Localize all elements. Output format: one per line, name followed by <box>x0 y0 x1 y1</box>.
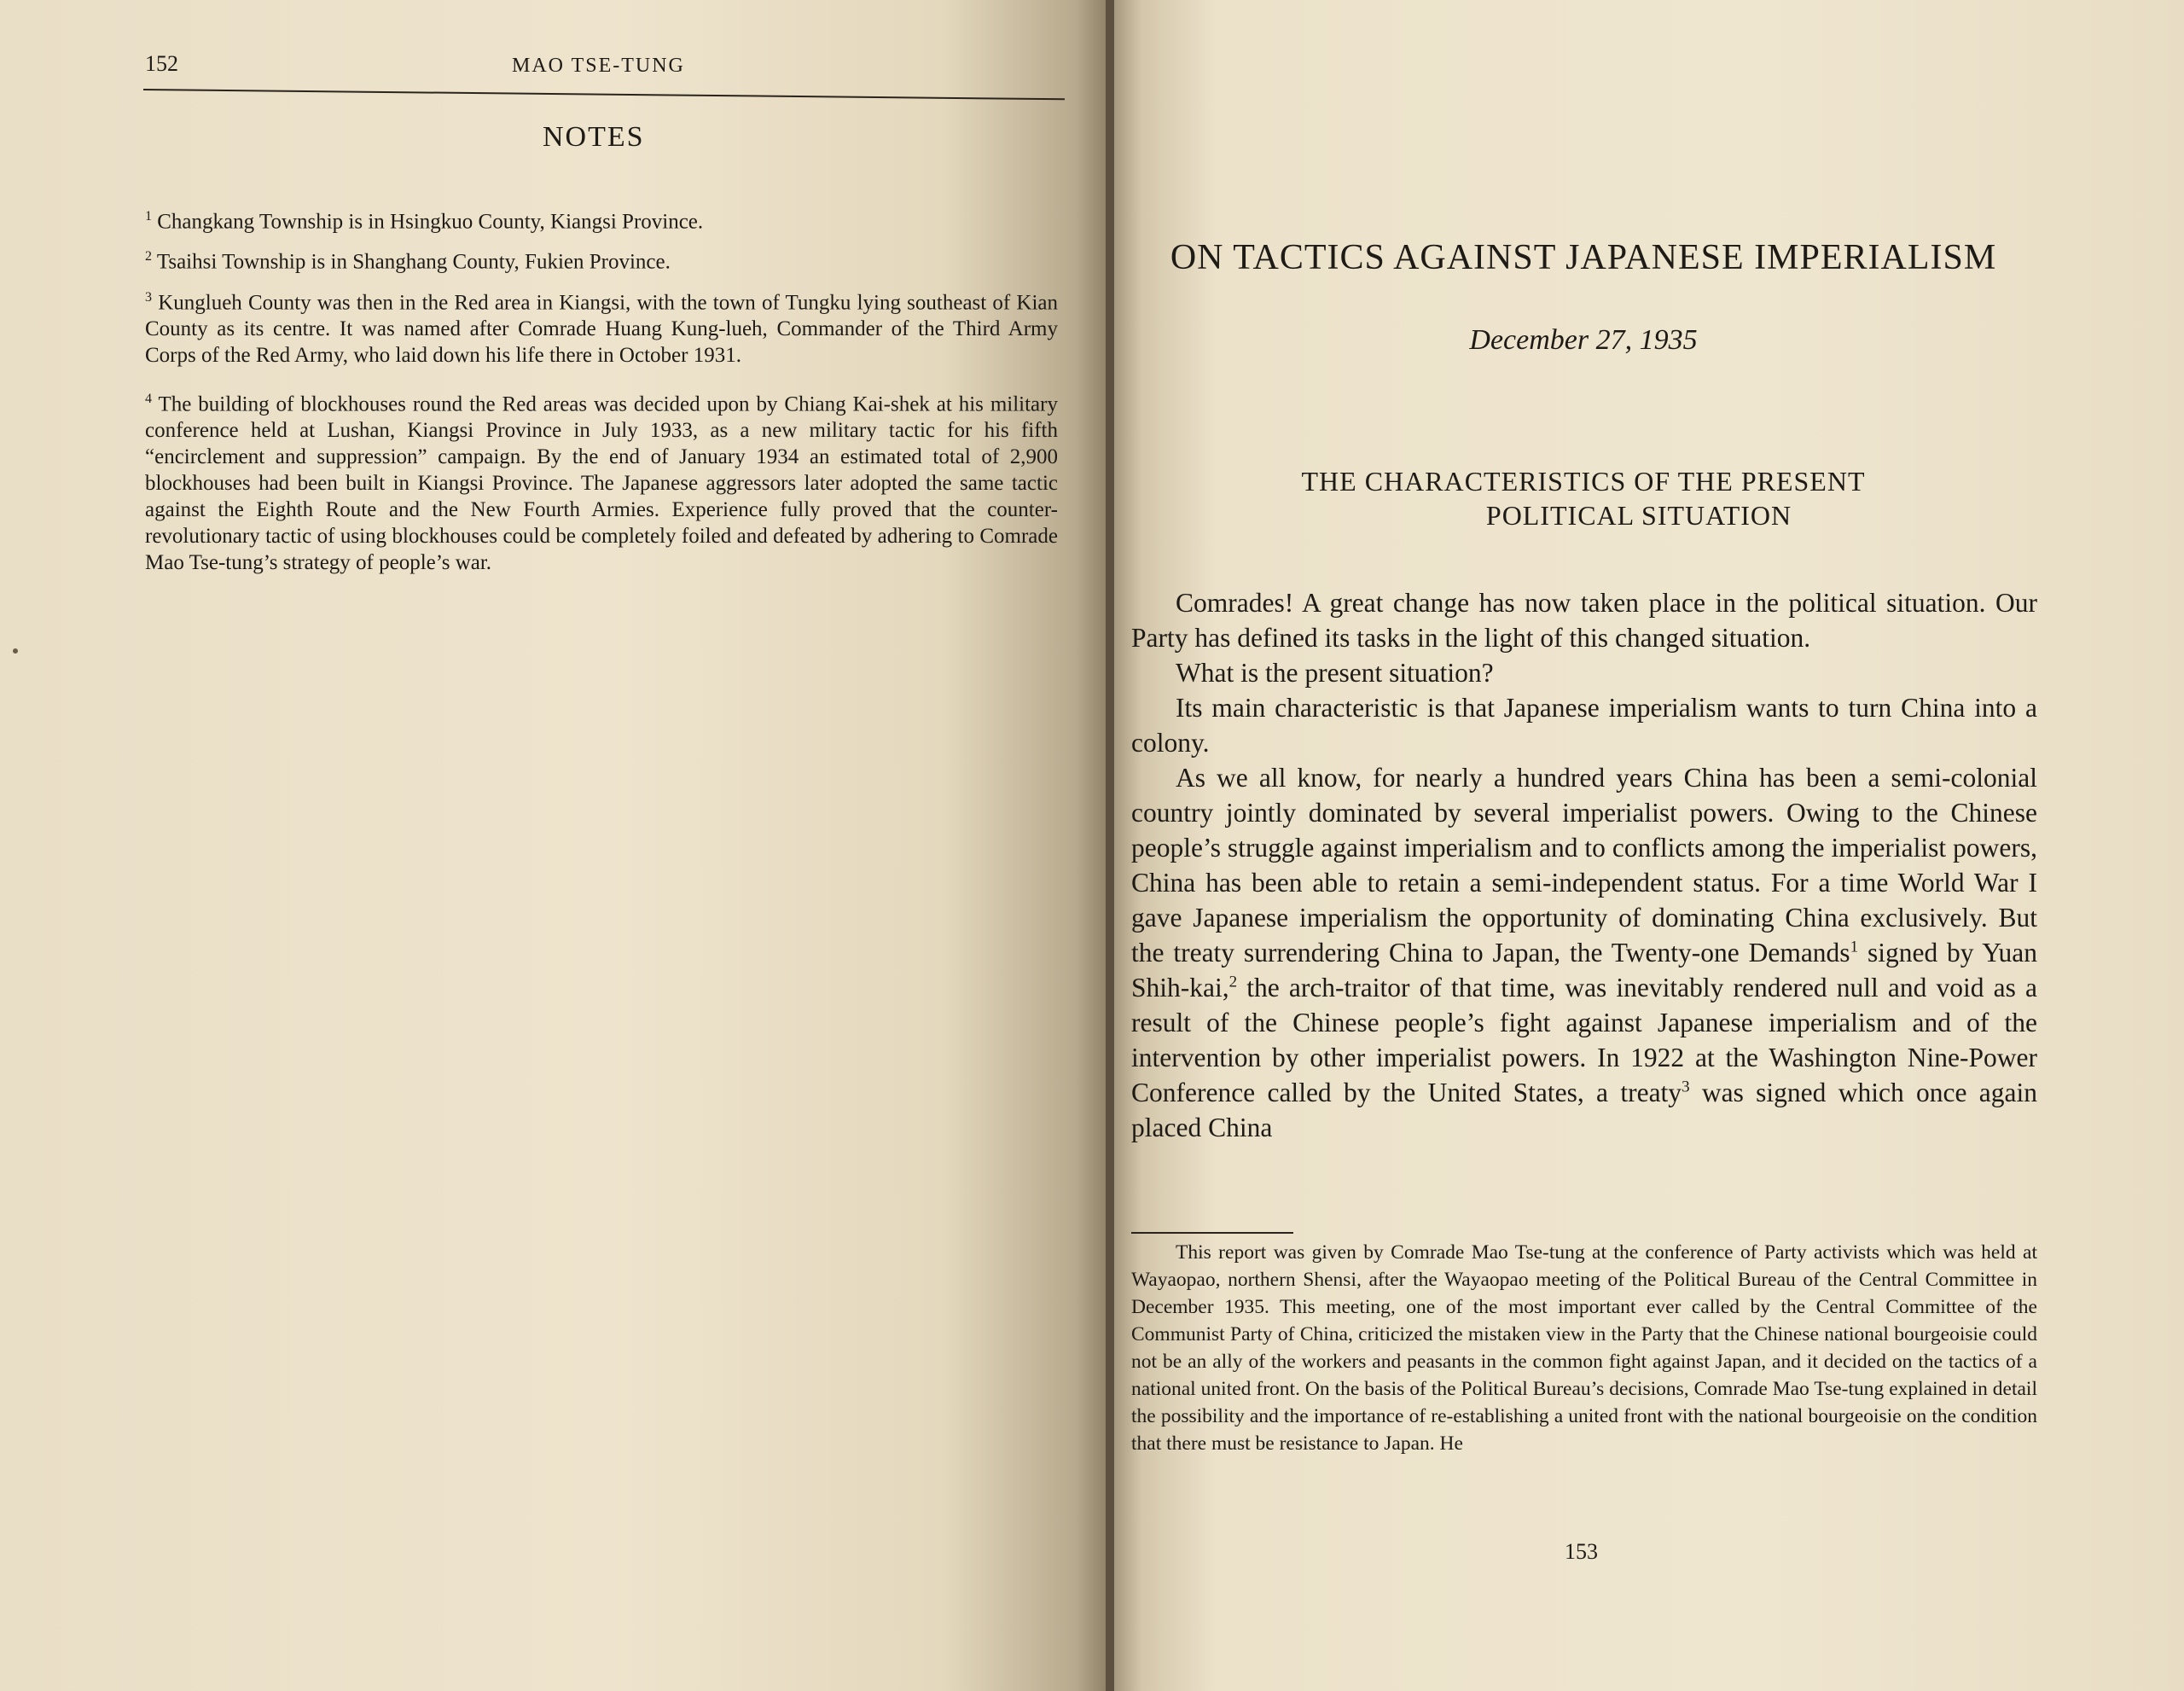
paragraph: What is the present situation? <box>1176 658 1494 688</box>
left-running-head: MAO TSE-TUNG <box>512 55 685 77</box>
essay-body <box>1131 585 2037 1145</box>
note-text: Tsaihsi Township is in Shanghang County, Fukien Province. <box>156 250 671 274</box>
note-text: The building of blockhouses round the Red areas was decided upon by Chiang Kai-shek at his military conference held at Lushan, Kiangsi Province in July 1933, as a new military tactic for his fifth “encirclement and suppression” campaign. By the end of January 1934 an estimated total of 2,900 blockhouses had been built in Kiangsi Province. The Japanese aggressors later adopted the same tactic against the Eighth Route and the New Fourth Armies. Experience fully proved that the counter-revolutionary tactic of using blockhouses could be completely foiled and defeated by adhering to Comrade Mao Tse-tung’s strategy of people’s war. <box>145 392 1058 575</box>
right-page-number: 153 <box>1565 1539 1598 1564</box>
paragraph <box>1131 760 2037 1145</box>
note-number: 1 <box>145 209 152 224</box>
left-header-rule <box>143 89 1065 100</box>
note-text: Changkang Township is in Hsingkuo County, Kiangsi Province. <box>157 210 704 234</box>
paragraph-text: the arch-traitor of that time, was inevitably rendered null and void as a result of the Chinese people’s fight against Japanese imperialism and of the intervention by other imperialist powers. In 1922 at the Washington Nine-Power Conference called by the United States, a treaty <box>1131 973 2037 1107</box>
footnote-ref: 2 <box>1228 973 1238 991</box>
footnote-ref: 3 <box>1682 1078 1690 1096</box>
note-text: Kunglueh County was then in the Red area in Kiangsi, with the town of Tungku lying southeast of Kian County as its centre. It was named after Comrade Huang Kung-lueh, Commander of the Third Army Corps of the Red Army, who laid down his life there in October 1931. <box>145 290 1059 367</box>
note-number: 4 <box>145 391 152 406</box>
paragraph-text: was signed which once again placed China <box>1131 1078 2037 1142</box>
essay-date: December 27, 1935 <box>1469 324 1698 356</box>
section-title <box>1140 464 2027 532</box>
book-gutter <box>1106 0 1114 1691</box>
note-item <box>145 243 1058 275</box>
note-number: 2 <box>145 249 152 264</box>
notes-list <box>145 203 1058 593</box>
left-page-number: 152 <box>145 51 178 76</box>
section-title-line: POLITICAL SITUATION <box>1485 500 1792 531</box>
footnote-ref: 1 <box>1850 938 1859 956</box>
note-number: 3 <box>145 289 152 305</box>
paragraph-text: signed by Yuan Shih-kai, <box>1131 938 2038 1002</box>
paragraph: Comrades! A great change has now taken place in the political situation. Our Party has defined its tasks in the light of this changed situation. <box>1131 588 2037 653</box>
essay-title: ON TACTICS AGAINST JAPANESE IMPERIALISM <box>1170 238 1997 277</box>
section-title-line: THE CHARACTERISTICS OF THE PRESENT <box>1301 466 1866 497</box>
note-item <box>145 386 1058 576</box>
ink-speck <box>13 648 18 654</box>
note-item <box>145 284 1058 369</box>
source-footnote: This report was given by Comrade Mao Tse-tung at the conference of Party activists which was held at Wayaopao, northern Shensi, after the Wayaopao meeting of the Political Bureau of the Central Committee in December 1935. This meeting, one of the most important ever called by the Central Committee of the Communist Party of China, criticized the mistaken view in the Party that the Chinese national bourgeoisie could not be an ally of the workers and peasants in the common fight against Japan, and it decided on the tactics of a national united front. On the basis of the Political Bureau’s decisions, Comrade Mao Tse-tung explained in detail the possibility and the importance of re-establishing a united front with the national bourgeoisie on the condition that there must be resistance to Japan. He <box>1131 1241 2037 1455</box>
note-item <box>145 203 1058 235</box>
paragraph: Its main characteristic is that Japanese imperialism wants to turn China into a colony. <box>1131 693 2037 758</box>
notes-title: NOTES <box>543 121 645 153</box>
paragraph-text: As we all know, for nearly a hundred years China has been a semi-colonial country jointly dominated by several imperialist powers. Owing to the Chinese people’s struggle against imperialism and to conflicts among the imperialist powers, China has been able to retain a semi-independent status. For a time World War I gave Japanese imperialism the opportunity of dominating China exclusively. But the treaty surrendering China to Japan, the Twenty-one Demands <box>1131 763 2037 968</box>
footnote-rule <box>1131 1232 1293 1234</box>
